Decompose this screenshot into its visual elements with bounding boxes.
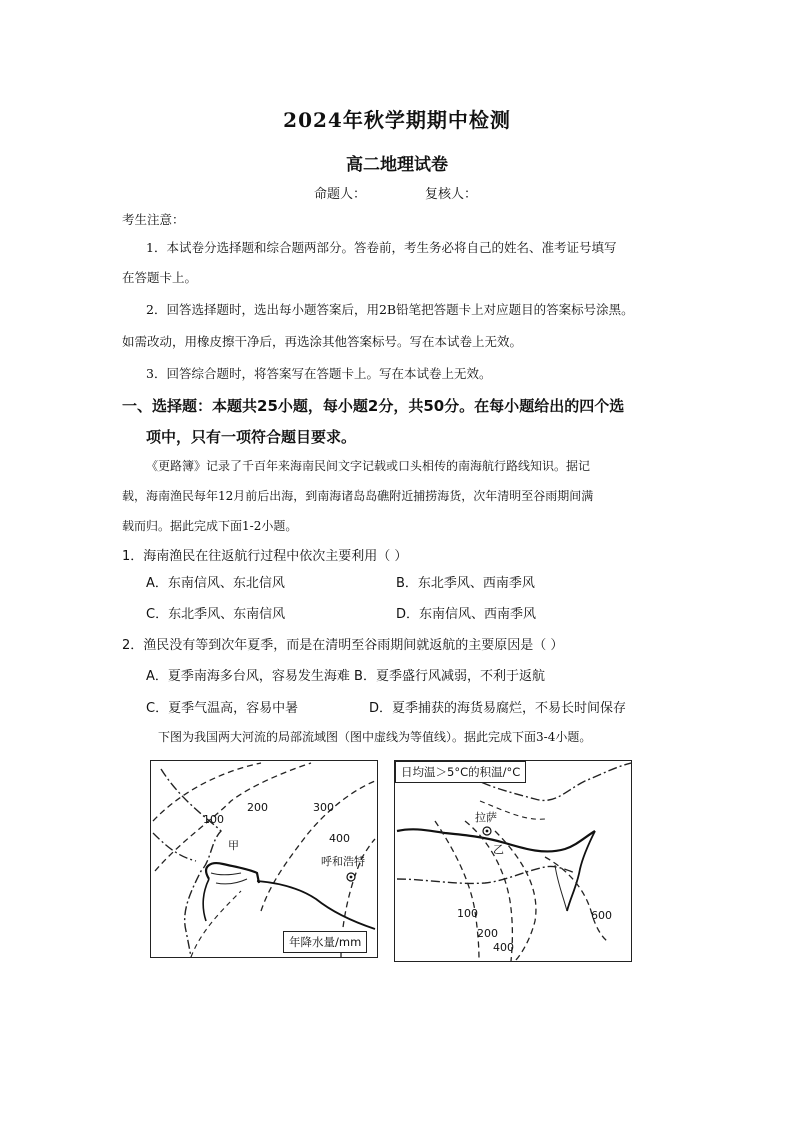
boundary-right-bottom: [397, 866, 575, 883]
notice-heading: 考生注意：: [122, 212, 185, 227]
q1-option-d: D．东南信风、西南季风: [396, 607, 537, 622]
river-left-south: [203, 879, 209, 921]
notice-line2a: 2．回答选择题时，选出每小题答案后，用2B铅笔把答题卡上对应题目的答案标号涂黑。: [146, 302, 634, 317]
map-left-city-hohhot: 呼和浩特: [321, 855, 365, 868]
map-left-iso-400: 400: [329, 832, 350, 845]
exam-title: 2024年秋学期期中检测: [283, 108, 511, 132]
section1-line1: 一、选择题：本题共25小题，每小题2分，共50分。在每小题给出的四个选: [122, 397, 625, 415]
map-right-iso-600: 600: [591, 909, 612, 922]
isoline-extra-left: [191, 891, 241, 957]
notice-line1a: 1．本试卷分选择题和综合题两部分。答卷前，考生务必将自己的姓名、准考证号填写: [146, 240, 617, 255]
map-right-accumulated-temperature: [394, 760, 632, 962]
passage1-line3: 载而归。据此完成下面1-2小题。: [122, 519, 298, 533]
map-left-iso-200: 200: [247, 801, 268, 814]
q1-option-b: B．东北季风、西南季风: [396, 576, 535, 591]
map-right-legend: 日均温＞5°C的积温/°C: [395, 761, 526, 783]
map-left-iso-300: 300: [313, 801, 334, 814]
tributary-left-2: [216, 879, 247, 884]
river-left-east: [257, 881, 375, 929]
q2-option-c: C．夏季气温高，容易中暑: [146, 701, 299, 716]
passage1-line2: 载，海南渔民每年12月前后出海，到南海诸岛岛礁附近捕捞海货，次年清明至谷雨期间满: [122, 489, 594, 503]
map-right-city-lhasa: 拉萨: [475, 811, 497, 824]
map-left-label-jia: 甲: [228, 839, 239, 852]
q2-option-ab: A．夏季南海多台风，容易发生海难 B．夏季盛行风减弱，不利于返航: [146, 669, 545, 684]
passage1-line1: 《更路簿》记录了千百年来海南民间文字记载或口头相传的南海航行路线知识。据记: [146, 459, 591, 473]
notice-line3: 3．回答综合题时，将答案写在答题卡上。写在本试卷上无效。: [146, 366, 492, 381]
map-left-iso-100: 100: [203, 813, 224, 826]
notice-line1b: 在答题卡上。: [122, 270, 198, 285]
map-left-legend: 年降水量/mm: [283, 931, 367, 953]
q2-stem: 2．渔民没有等到次年夏季，而是在清明至谷雨期间就返航的主要原因是（ ）: [122, 638, 564, 653]
isoline-200-left: [155, 763, 311, 871]
isoline-600-right: [545, 857, 607, 941]
tributary-left-1: [211, 873, 241, 875]
q1-option-c: C．东北季风、东南信风: [146, 607, 286, 622]
section1-line2: 项中，只有一项符合题目要求。: [146, 428, 357, 446]
map-right-drawing: [395, 761, 631, 961]
map-left-precipitation: [150, 760, 378, 958]
hohhot-marker-dot: [350, 876, 353, 879]
lhasa-marker-dot: [486, 830, 489, 833]
river-left: [206, 863, 259, 883]
passage2-line1: 下图为我国两大河流的局部流域图（图中虚线为等值线）。据此完成下面3-4小题。: [158, 730, 592, 744]
map-right-iso-400: 400: [493, 941, 514, 954]
q1-option-a: A．东南信风、东北信风: [146, 576, 285, 591]
map-right-label-yi: 乙: [493, 843, 504, 856]
reviewer-label: 复核人：: [425, 187, 478, 202]
map-right-iso-200: 200: [477, 927, 498, 940]
setter-label: 命题人：: [314, 187, 367, 202]
notice-line2b: 如需改动，用橡皮擦干净后，再选涂其他答案标号。写在本试卷上无效。: [122, 334, 523, 349]
exam-subtitle: 高二地理试卷: [346, 155, 448, 175]
isoline-100-right: [435, 821, 479, 961]
boundary-left-2: [153, 833, 196, 861]
q2-option-d: D．夏季捕获的海货易腐烂，不易长时间保存: [369, 701, 627, 716]
q1-stem: 1．海南渔民在往返航行过程中依次主要利用（ ）: [122, 549, 408, 564]
map-right-iso-100: 100: [457, 907, 478, 920]
